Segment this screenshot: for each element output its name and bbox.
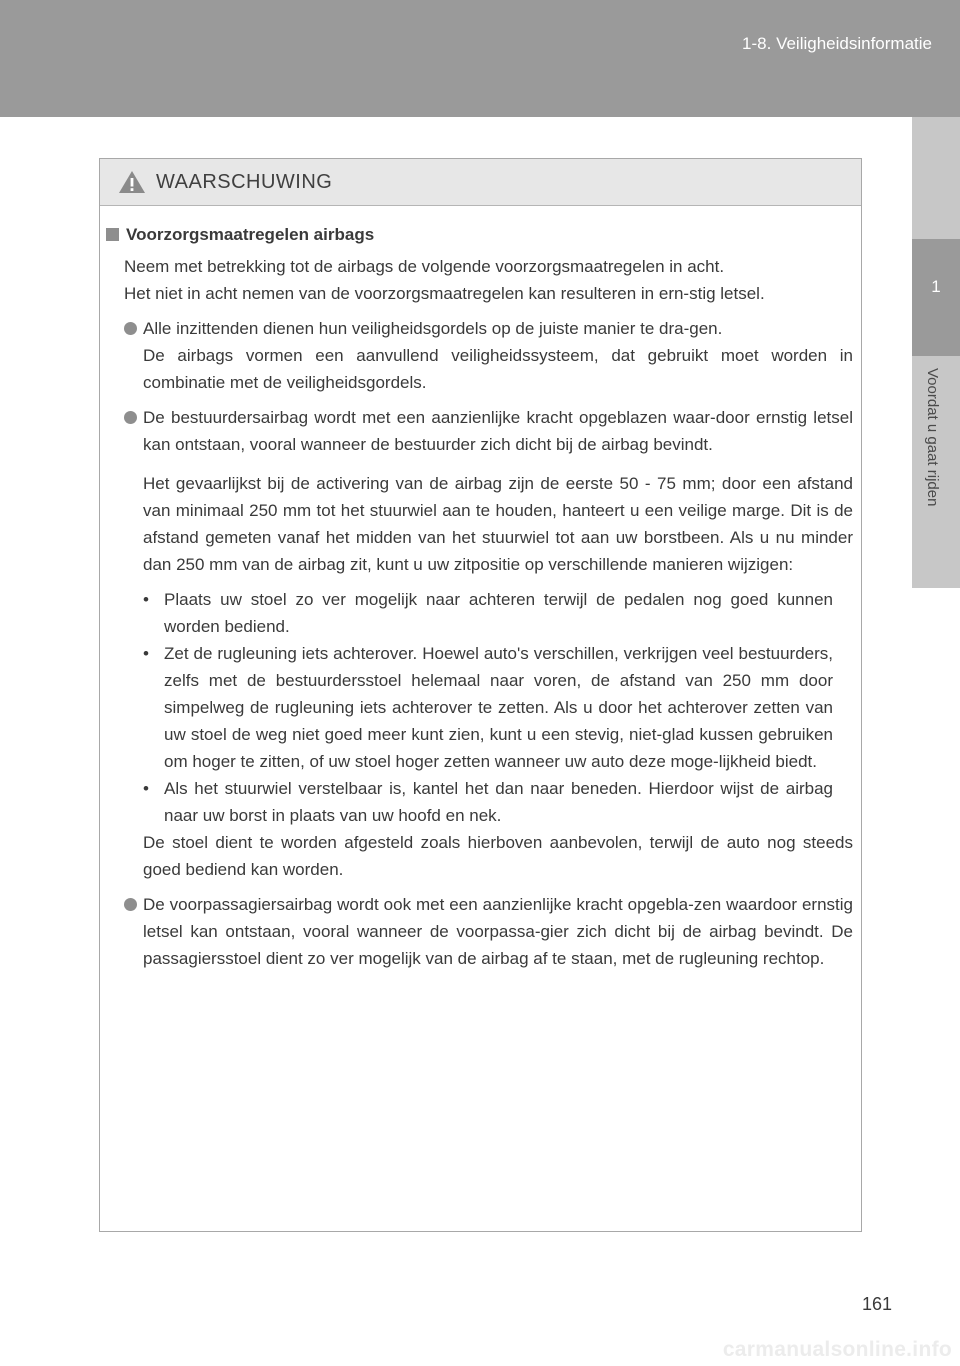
chapter-title: Voordat u gaat rijden (924, 368, 941, 507)
list-item-text: Plaats uw stoel zo ver mogelijk naar achteren terwijl de pedalen nog goed kunnen worden bediend. (164, 590, 833, 636)
distance-paragraph: Het gevaarlijkst bij de activering van de airbag zijn de eerste 50 - 75 mm; door een afstand van minimaal 250 mm tot het stuurwiel aan te houden, hanteert u een veilige marge. Dit is de afstand gemeten vanaf het midden van het stuurwiel tot aan uw borstbeen. Als u nu minder dan 250 mm van de airbag zit, kunt u uw zitpositie op verschillende manieren wijzigen: (143, 474, 853, 574)
intro-paragraph-1: Neem met betrekking tot de airbags de volgende voorzorgsmaatregelen in acht. (124, 257, 725, 276)
list-item (143, 640, 833, 775)
bullet-text: De voorpassagiersairbag wordt ook met een aanzienlijke kracht opgebla-zen waardoor ernstig letsel kan ontstaan, vooral wanneer de voorpassa-gier zich dicht bij de airbag bevindt. De passagiersstoel dient zo ver mogelijk van de airbag af te staan, met de rugleuning rechtop. (143, 895, 853, 968)
bullet-text: De airbags vormen een aanvullend veiligheidssysteem, dat gebruikt moet worden in combinatie met de veiligheidsgordels. (143, 346, 853, 392)
circle-bullet-icon (124, 322, 137, 335)
header-band (0, 0, 960, 117)
list-item (143, 586, 833, 640)
bullet-item-seatbelts (106, 315, 853, 396)
bullet-item-passenger-airbag (106, 891, 853, 972)
chapter-tab (912, 239, 960, 356)
subheading-text: Voorzorgsmaatregelen airbags (126, 225, 375, 244)
bullet-text: Alle inzittenden dienen hun veiligheidsgordels op de juiste manier te dra-gen. (143, 319, 723, 338)
chapter-number: 1 (931, 277, 941, 296)
list-item-text: Als het stuurwiel verstelbaar is, kantel het dan naar beneden. Hierdoor wijst de airbag naar uw borst in plaats van uw hoofd en nek. (164, 779, 833, 825)
intro-paragraph-2: Het niet in acht nemen van de voorzorgsmaatregelen kan resulteren in ern-stig letsel. (124, 284, 765, 303)
dot-bullet: • (143, 590, 149, 609)
seat-adjust-paragraph: De stoel dient te worden afgesteld zoals hierboven aanbevolen, terwijl de auto nog steeds goed bediend kan worden. (143, 833, 853, 879)
bullet-text: De bestuurdersairbag wordt met een aanzienlijke kracht opgeblazen waar-door ernstig letsel kan ontstaan, vooral wanneer de bestuurder zich dicht bij de airbag bevindt. (143, 408, 853, 454)
warning-title: WAARSCHUWING (156, 170, 333, 193)
adjustment-list (143, 586, 833, 829)
warning-body (100, 206, 861, 972)
dot-bullet: • (143, 779, 149, 798)
circle-bullet-icon (124, 411, 137, 424)
side-tab-background (912, 117, 960, 239)
warning-triangle-icon (118, 170, 146, 194)
watermark: carmanualsonline.info (722, 1338, 952, 1361)
list-item-text: Zet de rugleuning iets achterover. Hoewel auto's verschillen, verkrijgen veel bestuurders, zelfs met de bestuurdersstoel helemaal naar voren, de afstand van 250 mm door simpelweg de rugleuning iets achterover te zetten. Als u door het achterover zetten van uw stoel de weg niet goed meer kunt zien, kunt u een stevig, niet-glad kussen gebruiken om hoger te zitten, of uw stoel hoger zetten wanneer uw auto deze moge-lijkheid biedt. (164, 644, 833, 771)
warning-box (99, 158, 862, 1232)
warning-header (100, 159, 861, 206)
dot-bullet: • (143, 644, 149, 663)
square-bullet-icon (106, 228, 119, 241)
bullet-item-driver-airbag (106, 404, 853, 458)
list-item (143, 775, 833, 829)
page-number: 161 (861, 1294, 892, 1314)
circle-bullet-icon (124, 898, 137, 911)
subheading (106, 221, 853, 248)
section-title: 1-8. Veiligheidsinformatie (742, 34, 932, 53)
